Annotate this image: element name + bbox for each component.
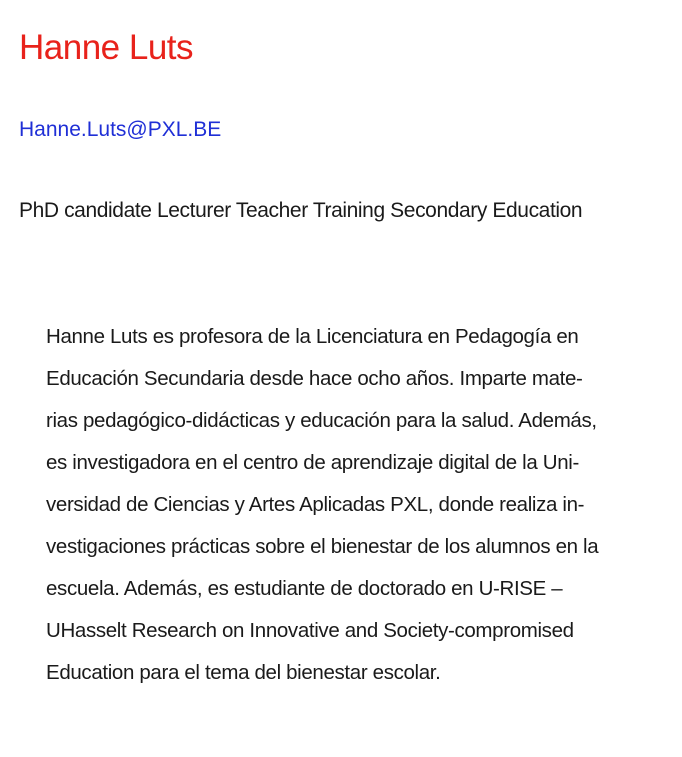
bio-line: rias pedagógico-didácticas y educación para la salud. Además, (46, 409, 597, 432)
bio-line: Educación Secundaria desde hace ocho años. Imparte mate- (46, 367, 583, 390)
bio-line: Hanne Luts es profesora de la Licenciatura en Pedagogía en (46, 325, 579, 348)
bio-line: UHasselt Research on Innovative and Society-compromised (46, 619, 574, 642)
bio-line: vestigaciones prácticas sobre el bienestar de los alumnos en la (46, 535, 599, 558)
biography (46, 316, 676, 694)
bio-line: es investigadora en el centro de aprendizaje digital de la Uni- (46, 451, 579, 474)
person-name: Hanne Luts (19, 28, 194, 67)
bio-line: Education para el tema del bienestar escolar. (46, 661, 441, 684)
bio-line: versidad de Ciencias y Artes Aplicadas PXL, donde realiza in- (46, 493, 585, 516)
email-link[interactable]: Hanne.Luts@PXL.BE (19, 118, 222, 141)
bio-line: escuela. Además, es estudiante de doctorado en U-RISE – (46, 577, 563, 600)
role-title: PhD candidate Lecturer Teacher Training Secondary Education (19, 199, 583, 222)
